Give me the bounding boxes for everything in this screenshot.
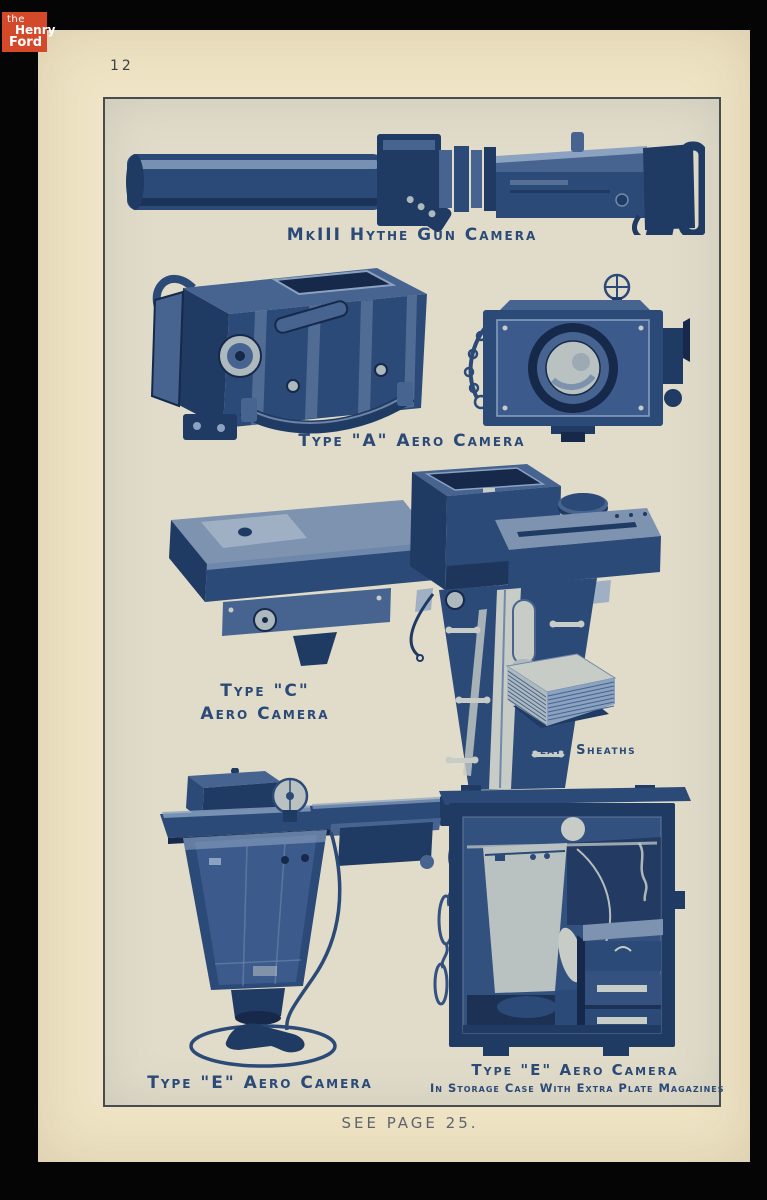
plate-sheaths-photo xyxy=(495,648,625,742)
type-e-storage-case-photo xyxy=(435,785,705,1060)
photo-plate-frame xyxy=(103,97,725,1107)
catalog-page xyxy=(38,30,750,1162)
type-e-case-caption-line2: In Storage Case With Extra Plate Magazines xyxy=(430,1081,725,1095)
hythe-gun-camera-photo xyxy=(125,120,705,235)
type-e-camera-photo xyxy=(135,768,465,1070)
logo-henry: Henry xyxy=(15,23,56,37)
type-c-caption-line2: Aero Camera xyxy=(200,704,330,724)
footer-text: SEE PAGE 25. xyxy=(341,1114,479,1132)
page-number: 12 xyxy=(110,58,134,74)
type-a-camera-front-photo xyxy=(455,270,690,444)
type-a-caption: Type "A" Aero Camera xyxy=(298,431,526,451)
gun-camera-caption: MkIII Hythe Gun Camera xyxy=(286,225,538,245)
logo-the: the xyxy=(7,14,25,25)
logo-ford: Ford xyxy=(9,35,43,50)
plate-sheaths-caption: Plate Sheaths xyxy=(528,743,637,758)
henry-ford-logo xyxy=(2,12,56,52)
type-e-caption: Type "E" Aero Camera xyxy=(147,1073,373,1093)
type-a-camera-side-photo xyxy=(125,258,440,445)
type-c-caption-line1: Type "C" xyxy=(220,681,310,701)
type-e-case-caption-line1: Type "E" Aero Camera xyxy=(471,1061,679,1079)
